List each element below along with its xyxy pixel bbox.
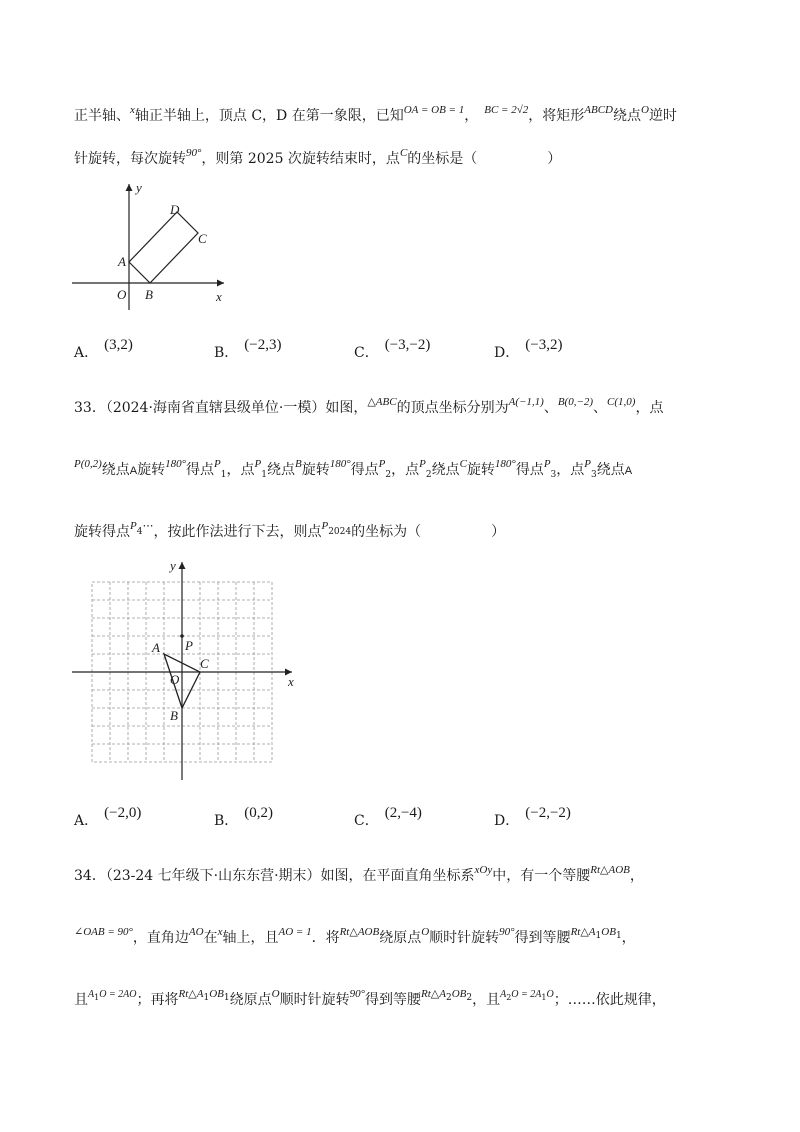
math: Rt△AOB bbox=[339, 926, 380, 938]
label-o: O bbox=[170, 672, 180, 687]
math: 180° bbox=[329, 458, 351, 470]
math: 90° bbox=[499, 926, 515, 938]
label-c: C bbox=[198, 231, 207, 246]
option-letter: D． bbox=[494, 345, 520, 361]
math: O bbox=[421, 926, 430, 938]
math: C(1,0) bbox=[607, 396, 636, 408]
option-letter: B． bbox=[214, 813, 239, 829]
rectangle-abcd bbox=[129, 212, 198, 283]
option-letter: A． bbox=[74, 813, 99, 829]
q33-option-c[interactable] bbox=[354, 805, 422, 830]
option-value: (0,2) bbox=[244, 805, 274, 821]
math: B(0,−2) bbox=[557, 396, 594, 408]
math: A bbox=[88, 989, 95, 1000]
text: 绕点 bbox=[612, 108, 641, 124]
label-y: y bbox=[136, 180, 142, 195]
text: 逆时 bbox=[648, 108, 677, 124]
label-x: x bbox=[216, 289, 222, 304]
math: P bbox=[378, 458, 386, 470]
math: P(0,2) bbox=[74, 458, 102, 470]
text: 顺时针旋转 bbox=[279, 992, 350, 1008]
math: P bbox=[543, 458, 551, 470]
math: A(−1,1) bbox=[508, 396, 544, 408]
text: 、 bbox=[593, 400, 608, 416]
text: 得到等腰 bbox=[514, 930, 571, 946]
text: 绕点 bbox=[596, 462, 625, 478]
q34-line-1 bbox=[74, 866, 644, 887]
q32-option-c[interactable] bbox=[354, 337, 431, 362]
subscript: 2 bbox=[506, 993, 512, 1002]
q32-option-a[interactable] bbox=[74, 337, 133, 362]
text: 33．（2024·海南省直辖县级单位·一模）如图， bbox=[74, 400, 368, 416]
subscript: 2 bbox=[385, 470, 392, 480]
label-x: x bbox=[288, 674, 294, 689]
text: ，直角边 bbox=[132, 930, 189, 946]
math: OB bbox=[451, 988, 467, 1000]
q33-line-3 bbox=[74, 519, 506, 544]
label-b: B bbox=[170, 708, 178, 723]
math: ABCD bbox=[584, 104, 613, 116]
option-letter: C． bbox=[354, 813, 379, 829]
text: ，且 bbox=[472, 992, 501, 1008]
text: 中，有一个等腰 bbox=[492, 868, 591, 884]
q34-line-2 bbox=[74, 928, 636, 950]
math: O bbox=[546, 989, 554, 1000]
math: OB bbox=[209, 988, 224, 1000]
math: 90° bbox=[186, 147, 202, 159]
label-p: P bbox=[185, 638, 193, 653]
text: ，点 bbox=[556, 462, 585, 478]
math: B bbox=[294, 458, 302, 470]
subscript: 1 bbox=[261, 470, 267, 480]
math: P bbox=[584, 458, 592, 470]
math: ⋯ bbox=[142, 519, 154, 532]
q32-option-d[interactable] bbox=[494, 337, 563, 362]
math: x bbox=[130, 104, 135, 116]
option-value: (2,−4) bbox=[384, 805, 422, 821]
option-letter: D． bbox=[494, 813, 520, 829]
text: 且 bbox=[74, 992, 88, 1008]
text: 旋转 bbox=[137, 462, 166, 478]
option-letter: B． bbox=[214, 345, 239, 361]
subscript: 1 bbox=[595, 931, 602, 941]
text: 轴上，且 bbox=[222, 930, 279, 946]
math: OB bbox=[601, 926, 616, 938]
math: OA = OB = 1 bbox=[403, 104, 465, 116]
text: ， bbox=[464, 108, 479, 124]
math: BC = 2√2 bbox=[484, 104, 529, 116]
subscript: 2 bbox=[466, 993, 473, 1003]
text: 绕点 bbox=[101, 462, 130, 478]
q32-figure bbox=[64, 178, 234, 318]
subscript: 1 bbox=[541, 993, 547, 1002]
math: AO bbox=[188, 926, 204, 938]
text: 在 bbox=[203, 930, 218, 946]
math: A bbox=[500, 989, 507, 1000]
label-a: A bbox=[152, 640, 160, 655]
text: 旋转 bbox=[301, 462, 330, 478]
math: 180° bbox=[165, 458, 187, 470]
subscript: 3 bbox=[591, 470, 597, 480]
text: ．将 bbox=[311, 930, 340, 946]
subscript: 1 bbox=[94, 993, 100, 1002]
label-a: A bbox=[118, 254, 126, 269]
math: P bbox=[214, 458, 221, 470]
text: 的顶点坐标分别为 bbox=[396, 400, 509, 416]
math: 180° bbox=[494, 458, 516, 470]
math: P bbox=[254, 458, 262, 470]
label-d: D bbox=[170, 202, 180, 217]
text: 得点 bbox=[350, 462, 379, 478]
text: 34．（23-24 七年级下·山东东营·期末）如图，在平面直角坐标系 bbox=[74, 868, 475, 884]
math: O bbox=[640, 104, 649, 116]
math: C bbox=[459, 458, 467, 470]
text: 绕点 bbox=[266, 462, 295, 478]
point-p bbox=[180, 634, 184, 638]
text: A bbox=[624, 465, 633, 477]
subscript: 1 bbox=[203, 993, 210, 1003]
text: 正半轴、 bbox=[74, 108, 130, 124]
text: 得到等腰 bbox=[364, 992, 421, 1008]
text: 绕原点 bbox=[379, 930, 422, 946]
text: ；再将 bbox=[136, 992, 179, 1008]
q33-line-2 bbox=[74, 460, 632, 482]
math: O bbox=[271, 988, 280, 1000]
option-letter: A． bbox=[74, 345, 99, 361]
math: O = 2A bbox=[511, 989, 542, 1000]
text: 绕原点 bbox=[229, 992, 272, 1008]
q33-figure bbox=[66, 556, 306, 788]
text: 绕点 bbox=[431, 462, 460, 478]
text: ，则第 2025 次旋转结束时，点 bbox=[201, 151, 400, 167]
label-c: C bbox=[200, 656, 209, 671]
q33-option-b[interactable] bbox=[214, 805, 274, 830]
text: 、 bbox=[543, 400, 558, 416]
subscript: 2 bbox=[425, 470, 432, 480]
math: Rt△A bbox=[178, 988, 204, 1000]
math: AO = 1 bbox=[278, 926, 312, 938]
label-o: O bbox=[117, 287, 127, 302]
text: 得点 bbox=[515, 462, 544, 478]
text: ，点 bbox=[635, 400, 664, 416]
subscript: 3 bbox=[550, 470, 557, 480]
option-value: (3,2) bbox=[104, 337, 133, 353]
math: 90° bbox=[349, 988, 365, 1000]
q32-line-1 bbox=[74, 106, 677, 127]
text: 旋转得点 bbox=[74, 524, 130, 540]
subscript: 2024 bbox=[328, 527, 352, 537]
subscript: 1 bbox=[615, 931, 622, 941]
option-value: (−3,−2) bbox=[384, 337, 431, 353]
text: 旋转 bbox=[466, 462, 495, 478]
math: O = 2AO bbox=[99, 989, 137, 1000]
label-b: B bbox=[145, 287, 153, 302]
math: P bbox=[130, 520, 137, 532]
text: ， bbox=[629, 868, 644, 884]
q32-line-2 bbox=[74, 149, 561, 170]
math: △ABC bbox=[367, 396, 397, 408]
math: x bbox=[217, 926, 223, 938]
text: 得点 bbox=[186, 462, 215, 478]
q34-line-3 bbox=[74, 990, 666, 1012]
math: ∠OAB = 90° bbox=[74, 926, 133, 938]
math: Rt△AOB bbox=[590, 864, 630, 876]
label-y: y bbox=[170, 558, 176, 573]
math: C bbox=[399, 147, 408, 159]
option-value: (−2,−2) bbox=[525, 805, 571, 821]
text: 顺时针旋转 bbox=[429, 930, 500, 946]
q33-option-a[interactable] bbox=[74, 805, 142, 830]
option-value: (−2,3) bbox=[244, 337, 282, 353]
text: ；……依此规律， bbox=[553, 992, 666, 1008]
math: Rt△A bbox=[420, 988, 446, 1000]
option-value: (−3,2) bbox=[525, 337, 563, 353]
subscript: 1 bbox=[220, 470, 227, 480]
math: P bbox=[321, 520, 329, 532]
text: 的坐标为（ ） bbox=[351, 524, 506, 540]
text: ，将矩形 bbox=[528, 108, 585, 124]
option-letter: C． bbox=[354, 345, 379, 361]
text: 轴正半轴上，顶点 C，D 在第一象限，已知 bbox=[134, 108, 404, 124]
subscript: 1 bbox=[223, 993, 230, 1003]
q33-line-1 bbox=[74, 398, 663, 419]
q33-option-d[interactable] bbox=[494, 805, 571, 830]
option-value: (−2,0) bbox=[104, 805, 142, 821]
subscript: 2 bbox=[445, 993, 452, 1003]
text: 的坐标是（ ） bbox=[407, 151, 562, 167]
text: ，点 bbox=[391, 462, 420, 478]
math: xOy bbox=[474, 864, 493, 876]
subscript: 4 bbox=[136, 527, 143, 537]
text: A bbox=[129, 465, 138, 477]
text: ， bbox=[621, 930, 636, 946]
math: Rt△A bbox=[570, 926, 596, 938]
math: P bbox=[419, 458, 426, 470]
q32-option-b[interactable] bbox=[214, 337, 282, 362]
text: ，按此作法进行下去，则点 bbox=[153, 524, 322, 540]
text: ，点 bbox=[226, 462, 255, 478]
text: 针旋转，每次旋转 bbox=[74, 151, 186, 167]
